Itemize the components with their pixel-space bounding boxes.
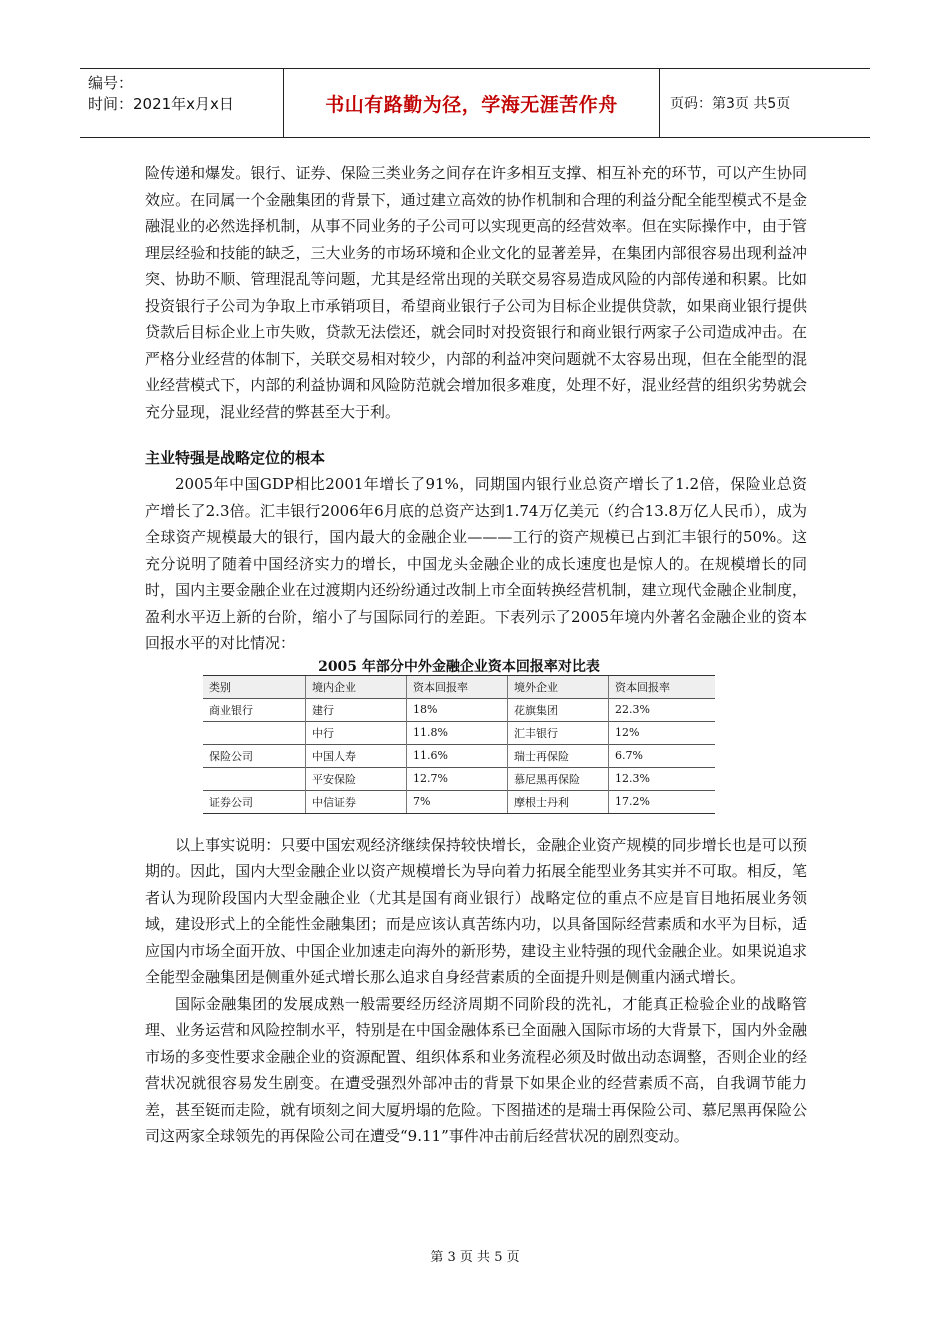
table-grid <box>203 675 715 814</box>
table-cell: 7% <box>407 790 508 813</box>
table-cell: 中行 <box>306 721 407 744</box>
page-header <box>80 68 870 138</box>
table-cell: 18% <box>407 698 508 721</box>
roe-comparison-table <box>203 659 715 814</box>
header-page-info: 页码：第3页 共5页 <box>670 96 791 112</box>
page-footer: 第 3 页 共 5 页 <box>430 1250 520 1265</box>
table-cell: 花旗集团 <box>508 698 609 721</box>
table-cell: 瑞士再保险 <box>508 744 609 767</box>
paragraph-4: 国际金融集团的发展成熟一般需要经历经济周期不同阶段的洗礼，才能真正检验企业的战略管理、业务运营和风险控制水平，特别是在中国金融体系已全面融入国际市场的大背景下，国内外金融市场的多变性要求金融企业的资源配置、组织体系和业务流程必须及时做出动态调整，否则企业的经营状况就很容易发生剧变。在遭受强烈外部冲击的背景下如果企业的经营素质不高，自我调节能力差，甚至铤而走险，就有顷刻之间大厦坍塌的危险。下图描述的是瑞士再保险公司、慕尼黑再保险公司这两家全球领先的再保险公司在遭受“9.11”事件冲击前后经营状况的剧烈变动。 <box>145 994 807 1145</box>
table-header-cell: 境内企业 <box>306 675 407 698</box>
table-row <box>203 790 715 813</box>
table-row <box>203 721 715 744</box>
table-cell: 商业银行 <box>203 698 306 721</box>
table-header-cell: 类别 <box>203 675 306 698</box>
table-cell: 摩根士丹利 <box>508 790 609 813</box>
date-label: 时间：2021年x月x日 <box>88 95 234 113</box>
table-header-cell: 资本回报率 <box>609 675 716 698</box>
table-cell: 平安保险 <box>306 767 407 790</box>
table-header-cell: 资本回报率 <box>407 675 508 698</box>
table-row <box>203 767 715 790</box>
paragraph-2: 2005年中国GDP相比2001年增长了91%，同期国内银行业总资产增长了1.2倍，保险业总资产增长了2.3倍。汇丰银行2006年6月底的总资产达到1.74万亿美元（约合13.8万亿人民币），成为全球资产规模最大的银行，国内最大的金融企业———工行的资产规模已占到汇丰银行的50%。这充分说明了随着中国经济实力的增长，中国龙头金融企业的成长速度也是惊人的。在规模增长的同时，国内主要金融企业在过渡期内还纷纷通过改制上市全面转换经营机制，建立现代金融企业制度，盈利水平迈上新的台阶，缩小了与国际同行的差距。下表列示了2005年境内外著名金融企业的资本回报水平的对比情况： <box>145 475 807 652</box>
number-label: 编号： <box>88 74 134 92</box>
document-body <box>145 160 807 1150</box>
table-cell: 建行 <box>306 698 407 721</box>
table-title: 2005 年部分中外金融企业资本回报率对比表 <box>318 658 600 675</box>
table-cell: 中国人寿 <box>306 744 407 767</box>
paragraph-1: 险传递和爆发。银行、证券、保险三类业务之间存在许多相互支撑、相互补充的环节，可以产生协同效应。在同属一个金融集团的背景下，通过建立高效的协作机制和合理的利益分配全能型模式不是金融混业的必然选择机制，从事不同业务的子公司可以实现更高的经营效率。但在实际操作中，由于管理层经验和技能的缺乏，三大业务的市场环境和企业文化的显著差异，在集团内部很容易出现利益冲突、协助不顺、管理混乱等问题，尤其是经常出现的关联交易容易造成风险的内部传递和积累。比如投资银行子公司为争取上市承销项目，希望商业银行子公司为目标企业提供贷款，如果商业银行提供贷款后目标企业上市失败，贷款无法偿还，就会同时对投资银行和商业银行两家子公司造成冲击。在严格分业经营的体制下，关联交易相对较少，内部的利益冲突问题就不太容易出现，但在全能型的混业经营模式下，内部的利益协调和风险防范就会增加很多难度，处理不好，混业经营的组织劣势就会充分显现，混业经营的弊甚至大于利。 <box>145 164 807 421</box>
table-cell: 11.8% <box>407 721 508 744</box>
header-motto: 书山有路勤为径，学海无涯苦作舟 <box>284 69 660 137</box>
table-cell: 12.7% <box>407 767 508 790</box>
table-cell <box>203 721 306 744</box>
table-cell: 17.2% <box>609 790 716 813</box>
table-cell: 慕尼黑再保险 <box>508 767 609 790</box>
table-cell: 12.3% <box>609 767 716 790</box>
paragraph-3: 以上事实说明：只要中国宏观经济继续保持较快增长，金融企业资产规模的同步增长也是可以预期的。因此，国内大型金融企业以资产规模增长为导向着力拓展全能型业务其实并不可取。相反，笔者认为现阶段国内大型金融企业（尤其是国有商业银行）战略定位的重点不应是盲目地拓展业务领域，建设形式上的全能性金融集团；而是应该认真苦练内功，以具备国际经营素质和水平为目标，适应国内市场全面开放、中国企业加速走向海外的新形势，建设主业特强的现代金融企业。如果说追求全能型金融集团是侧重外延式增长那么追求自身经营素质的全面提升则是侧重内涵式增长。 <box>145 835 807 986</box>
table-header-row <box>203 675 715 698</box>
table-cell <box>203 767 306 790</box>
table-cell: 证券公司 <box>203 790 306 813</box>
table-cell: 6.7% <box>609 744 716 767</box>
table-row <box>203 744 715 767</box>
table-header-cell: 境外企业 <box>508 675 609 698</box>
header-meta <box>80 69 284 137</box>
section-heading: 主业特强是战略定位的根本 <box>145 449 326 467</box>
table-cell: 22.3% <box>609 698 716 721</box>
table-cell: 11.6% <box>407 744 508 767</box>
table-cell: 汇丰银行 <box>508 721 609 744</box>
table-cell: 中信证券 <box>306 790 407 813</box>
table-cell: 保险公司 <box>203 744 306 767</box>
table-cell: 12% <box>609 721 716 744</box>
table-row <box>203 698 715 721</box>
